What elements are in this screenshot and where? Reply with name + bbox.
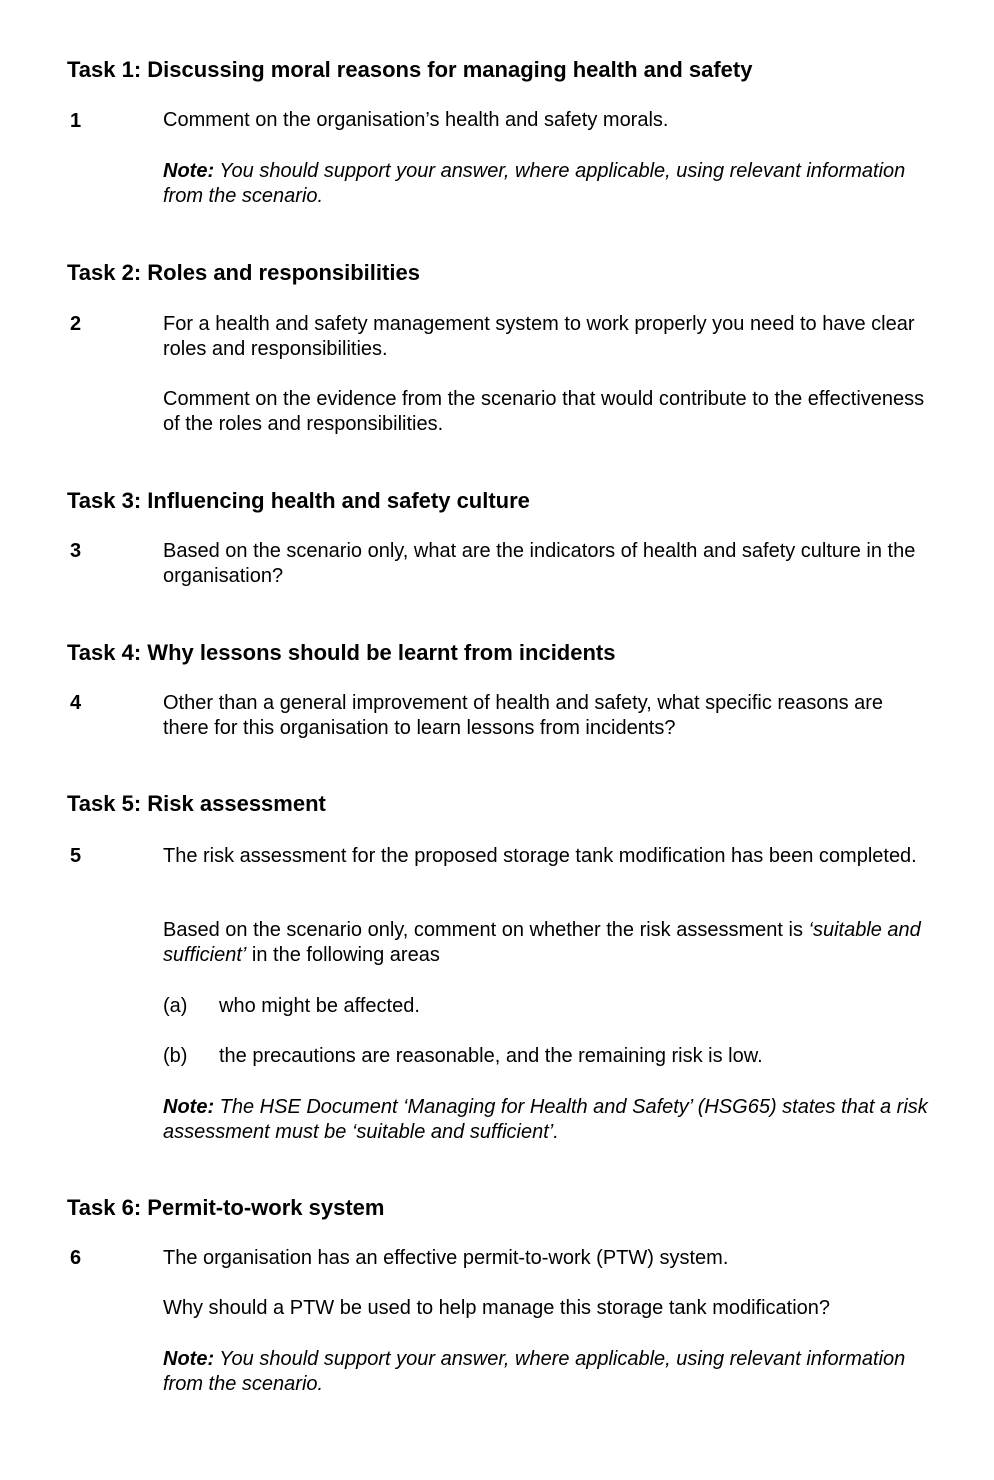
task-6-heading: Task 6: Permit-to-work system — [67, 1195, 385, 1220]
task-5-sub-a-label: (a) — [163, 995, 188, 1017]
task-2-number: 2 — [70, 313, 82, 335]
task-5-note-text: The HSE Document ‘Managing for Health and Safety’ (HSG65) states that a risk assessment must be ‘suitable and sufficient’. — [163, 1096, 928, 1143]
task-5-sub-a — [163, 994, 420, 1019]
task-5-note — [163, 1095, 933, 1144]
task-2-heading: Task 2: Roles and responsibilities — [67, 260, 420, 285]
task-1-note-label: Note: — [163, 160, 215, 182]
task-5-sub-b-text: the precautions are reasonable, and the remaining risk is low. — [219, 1045, 763, 1067]
task-6-note-text: You should support your answer, where applicable, using relevant information from the scenario. — [163, 1348, 906, 1395]
task-5-sub-a-text: who might be affected. — [219, 995, 420, 1017]
task-1-note — [163, 159, 933, 208]
task-6-note — [163, 1347, 933, 1396]
task-4-heading: Task 4: Why lessons should be learnt from incidents — [67, 640, 616, 665]
task-5-question: The risk assessment for the proposed storage tank modification has been completed. — [163, 845, 917, 867]
task-3-number: 3 — [70, 540, 82, 562]
task-6-prompt: Why should a PTW be used to help manage this storage tank modification? — [163, 1297, 831, 1319]
task-5-prompt-italic: ‘suitable and sufficient’ — [163, 919, 921, 966]
task-1-note-text: You should support your answer, where applicable, using relevant information from the scenario. — [163, 160, 906, 207]
task-2-question: For a health and safety management system to work properly you need to have clear roles and responsibilities. — [163, 313, 915, 360]
task-6-number: 6 — [70, 1247, 82, 1269]
task-1-number: 1 — [70, 110, 82, 132]
task-1-question: Comment on the organisation’s health and safety morals. — [163, 109, 669, 131]
task-5-sub-b — [163, 1044, 763, 1069]
task-5-prompt — [163, 918, 933, 967]
task-1-heading: Task 1: Discussing moral reasons for managing health and safety — [67, 57, 753, 82]
task-5-prompt-start: Based on the scenario only, comment on whether the risk assessment is — [163, 919, 809, 941]
task-4-number: 4 — [70, 692, 82, 714]
task-5-sub-b-label: (b) — [163, 1045, 188, 1067]
task-3-question: Based on the scenario only, what are the indicators of health and safety culture in the organisation? — [163, 540, 916, 587]
task-5-heading: Task 5: Risk assessment — [67, 791, 326, 816]
task-6-question: The organisation has an effective permit-to-work (PTW) system. — [163, 1247, 729, 1269]
task-4-question: Other than a general improvement of health and safety, what specific reasons are there for this organisation to learn lessons from incidents? — [163, 692, 884, 739]
task-2-prompt: Comment on the evidence from the scenario that would contribute to the effectiveness of the roles and responsibilities. — [163, 388, 925, 435]
task-6-note-label: Note: — [163, 1348, 215, 1370]
task-5-prompt-end: in the following areas — [246, 943, 440, 966]
task-5-note-label: Note: — [163, 1096, 215, 1118]
task-3-heading: Task 3: Influencing health and safety culture — [67, 488, 530, 513]
task-5-number: 5 — [70, 845, 82, 867]
